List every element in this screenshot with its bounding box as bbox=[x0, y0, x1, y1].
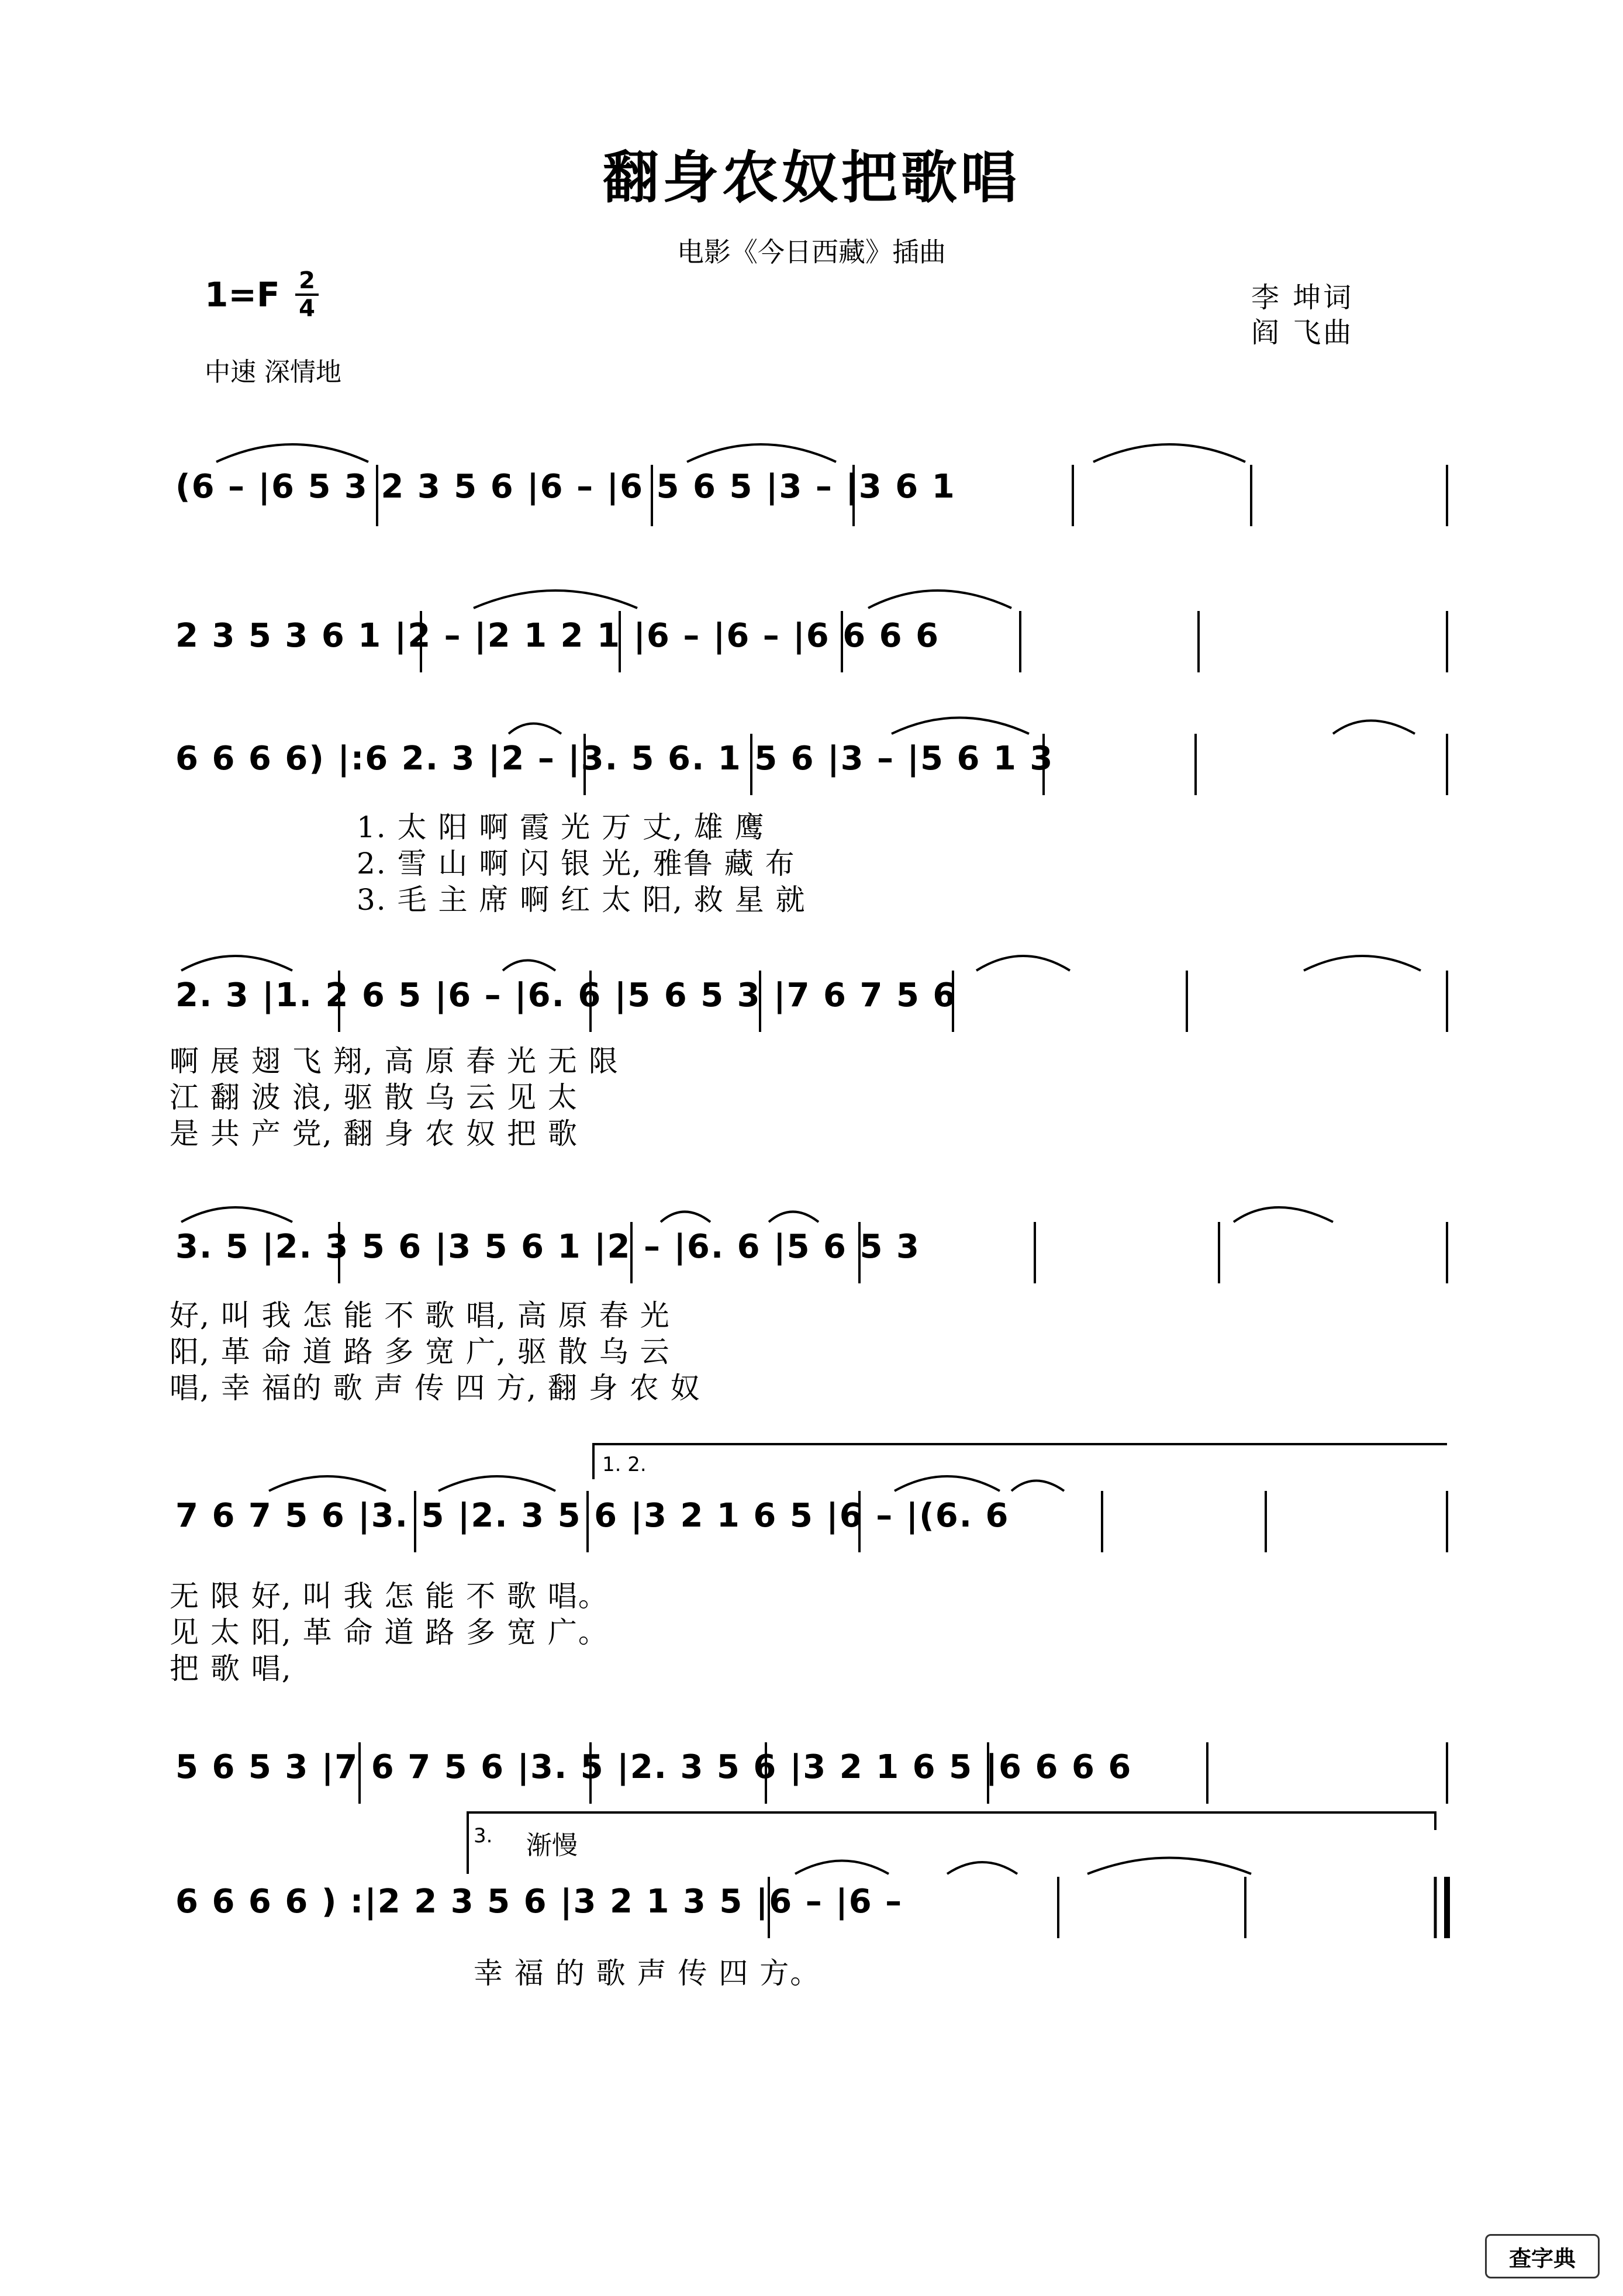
notation-row-2: 2 3 5 3 6 1 |2 – |2 1 2 1 |6 – |6 – |6 6 6 6 bbox=[175, 617, 940, 655]
lyric-row-3-verse-1: 1. 太 阳 啊 霞 光 万 丈, 雄 鹰 bbox=[357, 810, 765, 844]
volta-1-2-label: 1. 2. bbox=[602, 1453, 647, 1476]
lyric-row-4-verse-2: 江 翻 波 浪, 驱 散 乌 云 见 太 bbox=[170, 1080, 578, 1114]
lyric-row-6-verse-3: 把 歌 唱, bbox=[170, 1652, 292, 1686]
lyric-row-5-verse-3: 唱, 幸 福的 歌 声 传 四 方, 翻 身 农 奴 bbox=[170, 1371, 701, 1405]
lyric-row-4-verse-1: 啊 展 翅 飞 翔, 高 原 春 光 无 限 bbox=[170, 1044, 619, 1078]
lyric-row-8-verse-1: 幸 福 的 歌 声 传 四 方。 bbox=[474, 1956, 821, 1990]
song-subtitle: 电影《今日西藏》插曲 bbox=[677, 236, 946, 268]
song-title: 翻身农奴把歌唱 bbox=[603, 144, 1020, 210]
time-signature-bottom: 4 bbox=[299, 295, 315, 322]
tempo-marking: 中速 深情地 bbox=[205, 357, 341, 387]
lyric-row-6-verse-1: 无 限 好, 叫 我 怎 能 不 歌 唱。 bbox=[170, 1579, 609, 1613]
notation-row-7: 5 6 5 3 |7 6 7 5 6 |3. 5 |2. 3 5 6 |3 2 1 6 5 |6 6 6 6 bbox=[175, 1748, 1132, 1786]
composer-credit: 阎 飞曲 bbox=[1251, 316, 1354, 349]
lyric-row-6-verse-2: 见 太 阳, 革 命 道 路 多 宽 广。 bbox=[170, 1615, 609, 1649]
notation-row-5: 3. 5 |2. 3 5 6 |3 5 6 1 |2 – |6. 6 |5 6 5 3 bbox=[175, 1228, 920, 1266]
notation-row-4: 2. 3 |1. 2 6 5 |6 – |6. 6 |5 6 5 3 |7 6 7 5 6 bbox=[175, 976, 957, 1014]
lyric-row-4-verse-3: 是 共 产 党, 翻 身 农 奴 把 歌 bbox=[170, 1117, 578, 1151]
lyric-row-3-verse-2: 2. 雪 山 啊 闪 银 光, 雅鲁 藏 布 bbox=[357, 847, 796, 881]
notation-row-6: 7 6 7 5 6 |3. 5 |2. 3 5 6 |3 2 1 6 5 |6 – |(6. 6 bbox=[175, 1497, 1010, 1535]
lyric-row-3-verse-3: 3. 毛 主 席 啊 红 太 阳, 救 星 就 bbox=[357, 883, 806, 917]
lyricist-credit: 李 坤词 bbox=[1251, 281, 1354, 314]
time-signature-top: 2 bbox=[295, 268, 319, 296]
notation-row-3: 6 6 6 6) |:6 2. 3 |2 – |3. 5 6. 1 5 6 |3 – |5 6 1 3 bbox=[175, 740, 1054, 778]
key-signature: 1=F bbox=[205, 275, 280, 315]
lyric-row-5-verse-1: 好, 叫 我 怎 能 不 歌 唱, 高 原 春 光 bbox=[170, 1299, 671, 1332]
ritardando-marking: 渐慢 bbox=[526, 1831, 578, 1860]
notation-row-8: 6 6 6 6 ) :|2 2 3 5 6 |3 2 1 3 5 |6 – |6 – bbox=[175, 1883, 903, 1921]
lyric-row-5-verse-2: 阳, 革 命 道 路 多 宽 广, 驱 散 乌 云 bbox=[170, 1335, 671, 1369]
notation-row-1: (6 – |6 5 3 2 3 5 6 |6 – |6 5 6 5 |3 – |3 6 1 bbox=[175, 468, 956, 506]
watermark-logo: 查字典 bbox=[1485, 2234, 1600, 2278]
volta-3-label: 3. bbox=[474, 1824, 493, 1848]
